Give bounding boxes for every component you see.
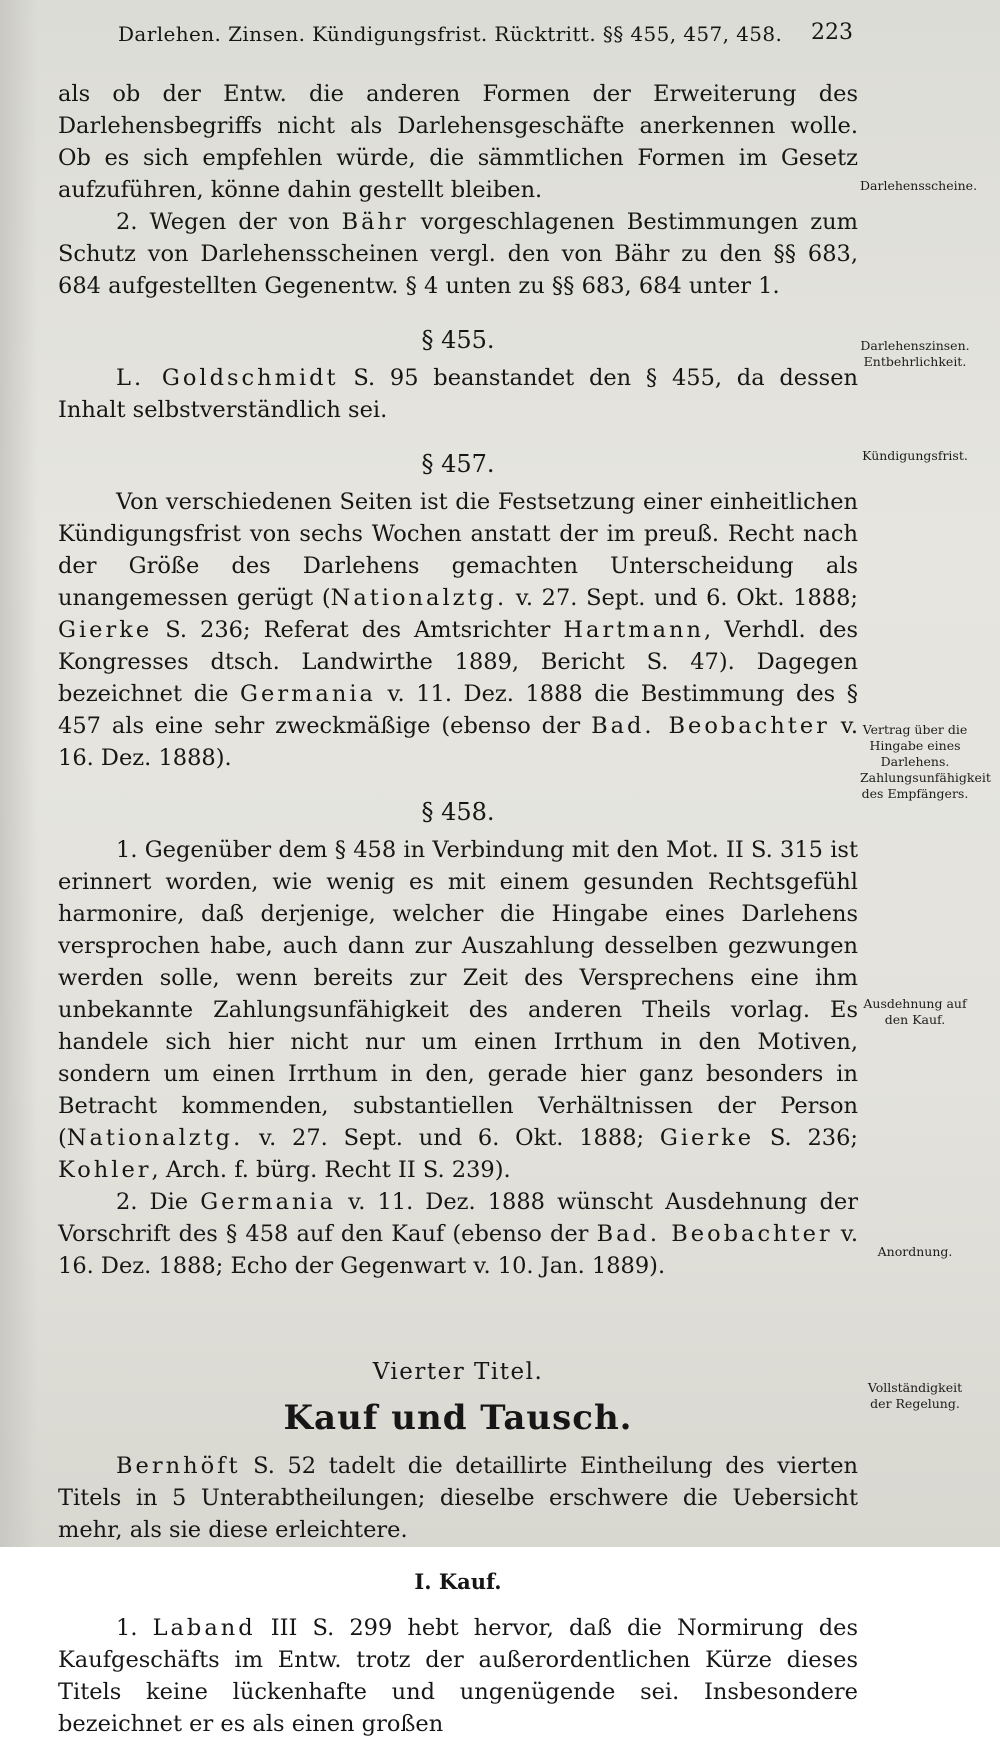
text-run: 2. Die [116,1189,201,1215]
paragraph-laband [58,1612,858,1740]
subsection-heading: I. Kauf. [414,1569,502,1594]
text-run: v. 27. Sept. und 6. Okt. 1888; [243,1125,660,1151]
paragraph-baehr [58,206,858,302]
source-name: Bad. Beobachter [596,1221,833,1247]
author-name: L. Goldschmidt [116,365,339,391]
text-run: v. 16. Dez. 1888). [58,713,858,771]
title-heading: Kauf und Tausch. [283,1398,633,1438]
text-run: v. 27. Sept. und 6. Okt. 1888; [507,585,858,611]
source-name: Bad. Beobachter [591,713,830,739]
paragraph-458-2 [58,1186,858,1282]
paragraph-anordnung [58,1450,858,1546]
author-name: Bähr [341,209,409,235]
text-run: 1. [116,1615,153,1641]
author-name: Hartmann [563,617,704,643]
text-run: S. 236; [754,1125,858,1151]
paragraph-457 [58,486,858,774]
margin-note-vollstaendigkeit: Vollständigkeit der Regelung. [867,1380,963,1411]
page-header [118,18,853,52]
page-number: 223 [811,20,853,45]
source-name: Germania [200,1189,337,1215]
running-title: Darlehen. Zinsen. Kündigungsfrist. Rücktritt. §§ 455, 457, 458. [118,22,783,46]
author-name: Kohler [58,1157,152,1183]
paragraph-continuation: als ob der Entw. die anderen Formen der Erweiterung des Darlehensbegriffs nicht als Darlehensgeschäfte anerkennen wolle. Ob es sich empfehlen würde, die sämmtlichen Formen im Gesetz aufzuführen, könne dahin gestellt bleiben. [58,81,858,203]
paragraph-455 [58,362,858,426]
binding-shadow [0,0,38,1547]
source-name: Germania [240,681,376,707]
text-run: S. 52 tadelt die detaillirte Eintheilung des vierten Titels in 5 Unterabtheilungen; dieselbe erschwere die Uebersicht mehr, als sie diese erleichtere. [58,1453,858,1543]
author-name: Gierke [58,617,153,643]
text-run: Von verschiedenen Seiten ist die Festsetzung einer einheitlichen Kündigungsfrist von sechs Wochen anstatt der im preuß. Recht nach der Größe des Darlehens gemachten Unterscheidung als unangemessen gerügt ( [58,489,858,611]
text-run: III S. 299 hebt hervor, daß die Normirung des Kaufgeschäfts im Entw. trotz der außerordentlichen Kürze dieses Titels keine lückenhafte und ungenügende sei. Insbesondere bezeichnet er es als einen großen [58,1615,859,1737]
author-name: Bernhöft [116,1453,241,1479]
text-run: v. 16. Dez. 1888; Echo der Gegenwart v. 10. Jan. 1889). [58,1221,858,1279]
margin-note-ausdehnung: Ausdehnung auf den Kauf. [863,996,967,1027]
text-run: 1. Gegenüber dem § 458 in Verbindung mit den Mot. II S. 315 ist erinnert worden, wie wenig es mit einem gesunden Rechtsgefühl harmonire, daß derjenige, welcher die Hingabe eines Darlehens versprochen habe, auch dann zur Auszahlung desselben gezwungen werden solle, wenn bereits zur Zeit des Versprechens eine ihm unbekannte Zahlungsunfähigkeit des anderen Theils vorlag. Es handele sich hier nicht nur um einen Irrthum in den Motiven, sondern um einen Irrthum in den, gerade hier ganz besonders in Betracht kommenden, substantiellen Verhältnissen der Person ( [58,837,858,1151]
source-name: Nationalztg. [66,1125,244,1151]
text-run: v. 11. Dez. 1888 die Bestimmung des § 457 als eine sehr zweckmäßige (ebenso der [58,681,858,739]
margin-note-zahlungsunfaehigkeit: Vertrag über die Hingabe eines Darlehens. Zahlungsunfähigkeit des Empfängers. [860,722,991,801]
author-name: Laband [152,1615,256,1641]
text-run: vorgeschlagenen Bestimmungen zum Schutz von Darlehensscheinen vergl. den von Bähr zu den §§ 683, 684 aufgestellten Gegenentw. § 4 unten zu §§ 683, 684 unter 1. [58,209,858,299]
section-heading-458: § 458. [421,798,495,826]
text-run: S. 95 beanstandet den § 455, da dessen Inhalt selbstverständlich sei. [58,365,859,423]
text-run: 2. Wegen der von [116,209,342,235]
paragraph-458-1 [58,834,858,1186]
text-run: , Arch. f. bürg. Recht II S. 239). [151,1157,511,1183]
title-number: Vierter Titel. [372,1359,544,1385]
margin-note-anordnung: Anordnung. [877,1244,953,1259]
text-run: , Verhdl. des Kongresses dtsch. Landwirthe 1889, Bericht S. 47). Dagegen bezeichnet die [58,617,858,707]
section-heading-457: § 457. [421,450,495,478]
margin-note-darlehensscheine: Darlehensscheine. [860,178,978,193]
main-text [58,78,858,1740]
margin-note-kuendigungsfrist: Kündigungsfrist. [862,448,968,463]
text-run: v. 11. Dez. 1888 wünscht Ausdehnung der Vorschrift des § 458 auf den Kauf (ebenso der [58,1189,859,1247]
text-run: S. 236; Referat des Amtsrichter [152,617,564,643]
margin-note-darlehenszinsen: Darlehenszinsen. Entbehrlichkeit. [860,338,970,369]
source-name: Nationalztg. [330,585,508,611]
section-heading-455: § 455. [421,326,495,354]
author-name: Gierke [659,1125,755,1151]
